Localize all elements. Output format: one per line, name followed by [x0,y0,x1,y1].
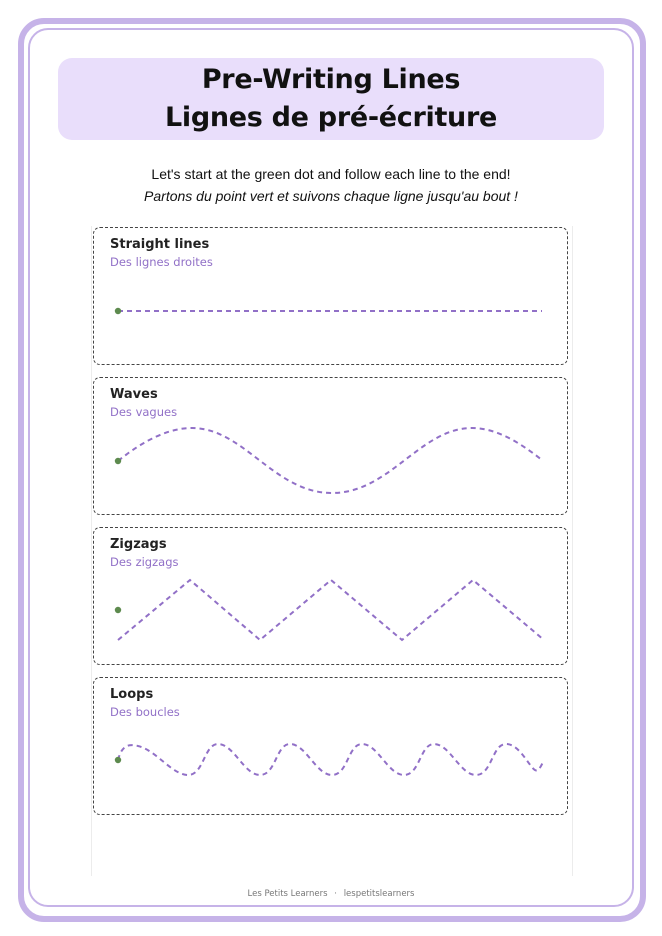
dashed-zigzag-line[interactable] [118,580,544,640]
exercise-loops [93,677,568,815]
footer [0,889,662,899]
footer-brand: Les Petits Learners [247,889,328,899]
page-title-english: Pre-Writing Lines [201,64,461,95]
start-dot [115,308,121,314]
exercise-title: Straight lines [110,237,210,252]
tracing-area[interactable] [94,528,569,666]
tracing-area[interactable] [94,678,569,816]
footer-handle: lespetitslearners [343,889,415,899]
exercise-subtitle: Des boucles [110,705,180,719]
exercise-title: Zigzags [110,537,167,552]
instructions-french: Partons du point vert et suivons chaque ligne jusqu'au bout ! [144,188,518,204]
tracing-area[interactable] [94,378,569,516]
page-title-french: Lignes de pré-écriture [164,102,498,133]
exercise-subtitle: Des zigzags [110,555,179,569]
start-dot [115,757,121,763]
start-dot [115,607,121,613]
exercise-zigzags [93,527,568,665]
instructions-english: Let's start at the green dot and follow each line to the end! [151,166,511,182]
start-dot [115,458,121,464]
title-banner [58,58,604,140]
exercise-title: Waves [110,387,158,402]
dashed-loop-line[interactable] [118,744,543,775]
dashed-wave-line[interactable] [118,428,542,493]
exercise-title: Loops [110,687,154,702]
exercise-waves [93,377,568,515]
exercise-subtitle: Des lignes droites [110,255,213,269]
exercise-subtitle: Des vagues [110,405,178,419]
tracing-area[interactable] [94,228,569,366]
exercise-straight-lines [93,227,568,365]
footer-separator: · [334,889,337,899]
